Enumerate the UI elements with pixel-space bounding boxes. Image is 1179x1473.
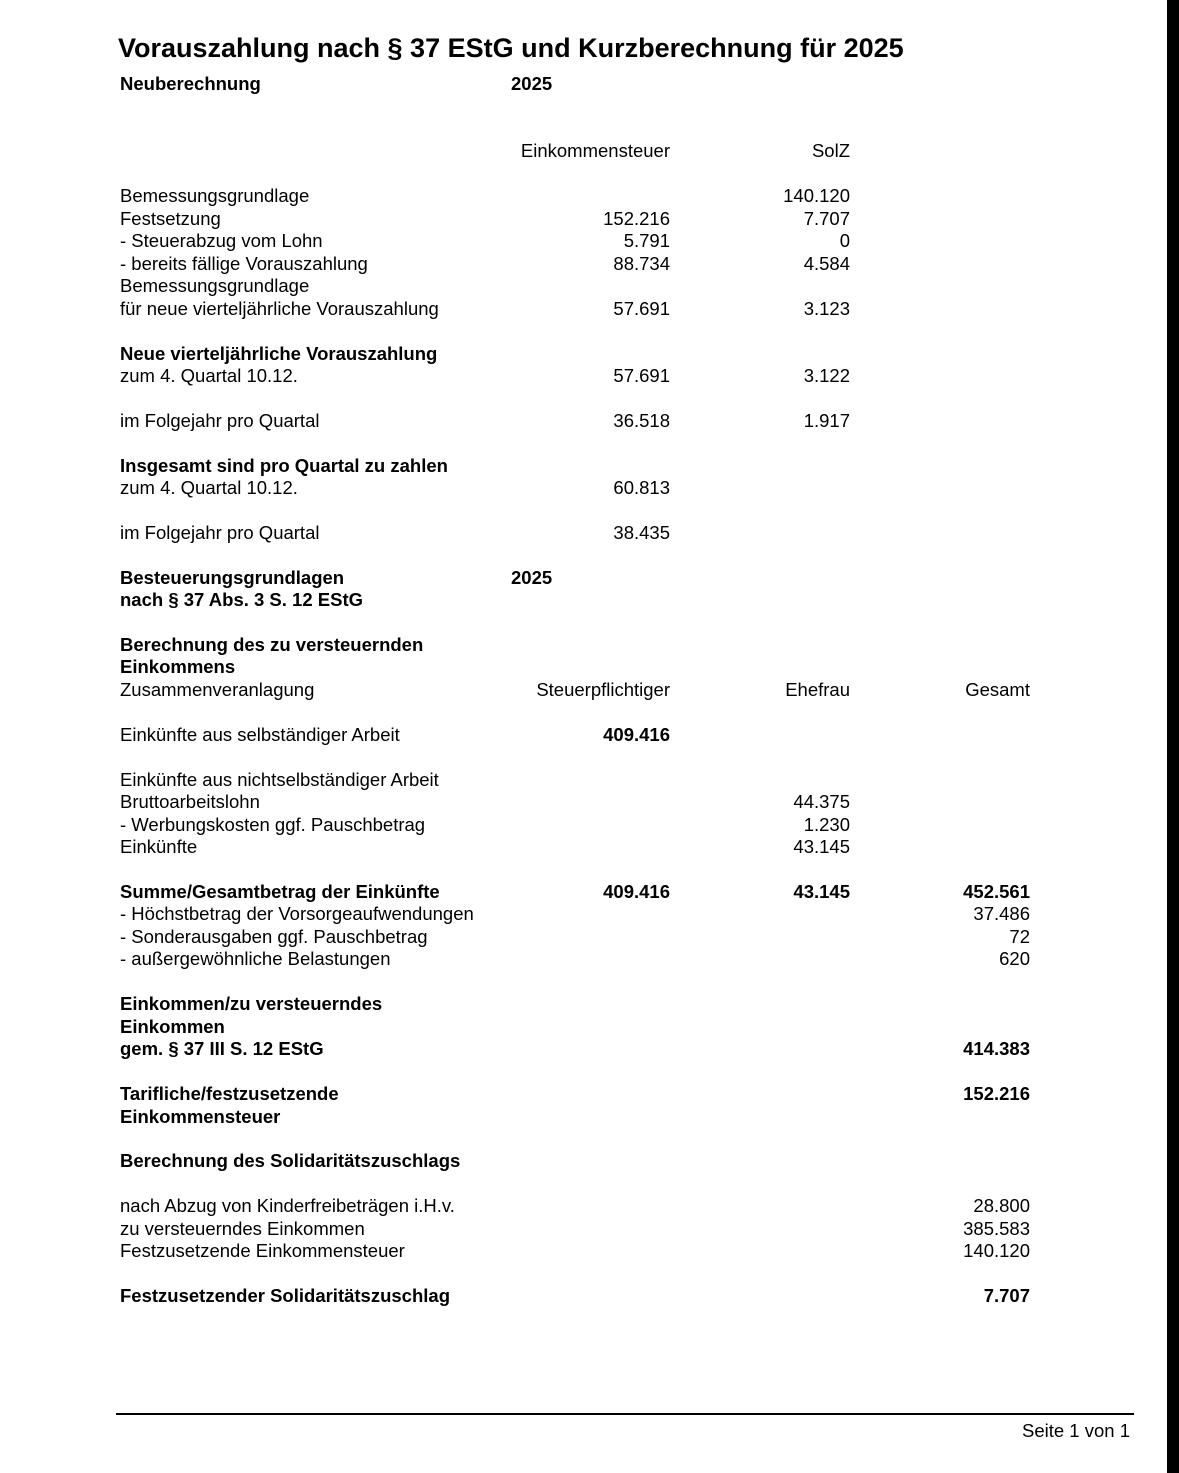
value-festsetzung-est: 152.216 <box>603 208 670 229</box>
row-label-zve-2: Einkommen <box>120 1016 225 1037</box>
row-label-steuerabzug-lohn: - Steuerabzug vom Lohn <box>120 230 323 251</box>
value-selbststaendig-stpfl: 409.416 <box>603 724 670 745</box>
page-edge-bar <box>1167 0 1179 1473</box>
row-label-zve-1: Einkommen/zu versteuerndes <box>120 993 383 1014</box>
value-vorsorge-gesamt: 37.486 <box>973 903 1030 924</box>
value-tarifliche-est: 152.216 <box>963 1083 1030 1104</box>
row-label-insgesamt-q4: zum 4. Quartal 10.12. <box>120 477 298 498</box>
section-neuberechnung-year: 2025 <box>511 73 553 94</box>
column-header-steuerpflichtiger: Steuerpflichtiger <box>536 679 670 700</box>
heading-berechnung-zve-2: Einkommens <box>120 656 236 677</box>
row-label-soli-est: Festzusetzende Einkommensteuer <box>120 1240 405 1261</box>
value-bemessung-neu-solz: 3.123 <box>803 298 850 319</box>
value-faellig-est: 88.734 <box>613 253 670 274</box>
row-label-einkuenfte: Einkünfte <box>120 836 198 857</box>
value-festzusetzender-soli: 7.707 <box>983 1285 1030 1306</box>
value-werbungskosten-ehefrau: 1.230 <box>803 814 850 835</box>
value-neue-vz-q4-est: 57.691 <box>613 365 670 386</box>
row-label-kinderfreibetraege: nach Abzug von Kinderfreibeträgen i.H.v. <box>120 1195 455 1216</box>
value-einkuenfte-ehefrau: 43.145 <box>793 836 850 857</box>
heading-berechnung-zve-1: Berechnung des zu versteuernden <box>120 634 424 655</box>
row-label-insgesamt-folgejahr: im Folgejahr pro Quartal <box>120 522 320 543</box>
section-neuberechnung-label: Neuberechnung <box>120 73 261 94</box>
value-insgesamt-folgejahr: 38.435 <box>613 522 670 543</box>
row-label-bemessung-neu-2: für neue vierteljährliche Vorauszahlung <box>120 298 439 319</box>
row-label-nichtselbststaendige-arbeit: Einkünfte aus nichtselbständiger Arbeit <box>120 769 439 790</box>
heading-besteuerungsgrundlagen-2: nach § 37 Abs. 3 S. 12 EStG <box>120 589 364 610</box>
row-label-soli-zve: zu versteuerndes Einkommen <box>120 1218 365 1239</box>
value-summe-gesamt: 452.561 <box>963 881 1030 902</box>
row-label-tarifliche-est-2: Einkommensteuer <box>120 1106 281 1127</box>
column-header-solz: SolZ <box>811 140 850 161</box>
row-label-tarifliche-est-1: Tarifliche/festzusetzende <box>120 1083 339 1104</box>
column-header-einkommensteuer: Einkommensteuer <box>520 140 670 161</box>
value-lohn-solz: 0 <box>839 230 850 251</box>
footer-divider <box>116 1413 1134 1415</box>
heading-neue-vorauszahlung: Neue vierteljährliche Vorauszahlung <box>120 343 438 364</box>
value-kinderfreibetraege: 28.800 <box>973 1195 1030 1216</box>
value-soli-zve: 385.583 <box>963 1218 1030 1239</box>
value-faellig-solz: 4.584 <box>803 253 850 274</box>
row-label-summe-einkuenfte: Summe/Gesamtbetrag der Einkünfte <box>120 881 440 902</box>
column-header-ehefrau: Ehefrau <box>785 679 850 700</box>
row-label-festsetzung: Festsetzung <box>120 208 221 229</box>
besteuerungsgrundlagen-year: 2025 <box>511 567 553 588</box>
value-aussergewoehnliche-gesamt: 620 <box>999 948 1030 969</box>
row-label-festzusetzender-soli: Festzusetzender Solidaritätszuschlag <box>120 1285 451 1306</box>
value-insgesamt-q4: 60.813 <box>613 477 670 498</box>
value-summe-ehefrau: 43.145 <box>793 881 850 902</box>
value-bemessung-neu-est: 57.691 <box>613 298 670 319</box>
value-brutto-ehefrau: 44.375 <box>793 791 850 812</box>
value-soli-est: 140.120 <box>963 1240 1030 1261</box>
row-label-vorsorgeaufwendungen: - Höchstbetrag der Vorsorgeaufwendungen <box>120 903 474 924</box>
value-summe-stpfl: 409.416 <box>603 881 670 902</box>
value-lohn-est: 5.791 <box>623 230 670 251</box>
value-zve-gesamt: 414.383 <box>963 1038 1030 1059</box>
row-label-faellige-vorauszahlung: - bereits fällige Vorauszahlung <box>120 253 368 274</box>
heading-solidaritaetszuschlag: Berechnung des Solidaritätszuschlags <box>120 1150 461 1171</box>
page-number: Seite 1 von 1 <box>1022 1420 1130 1441</box>
value-festsetzung-solz: 7.707 <box>803 208 850 229</box>
value-neue-vz-folgejahr-est: 36.518 <box>613 410 670 431</box>
value-bemessung-solz: 140.120 <box>783 185 850 206</box>
value-neue-vz-q4-solz: 3.122 <box>803 365 850 386</box>
row-label-bemessungsgrundlage: Bemessungsgrundlage <box>120 185 310 206</box>
column-header-gesamt: Gesamt <box>965 679 1030 700</box>
row-label-aussergewoehnliche-belastungen: - außergewöhnliche Belastungen <box>120 948 391 969</box>
row-label-sonderausgaben: - Sonderausgaben ggf. Pauschbetrag <box>120 926 428 947</box>
heading-insgesamt: Insgesamt sind pro Quartal zu zahlen <box>120 455 448 476</box>
row-label-neue-vz-q4: zum 4. Quartal 10.12. <box>120 365 298 386</box>
row-label-bemessung-neu-1: Bemessungsgrundlage <box>120 275 310 296</box>
veranlagung-label: Zusammenveranlagung <box>120 679 315 700</box>
row-label-bruttoarbeitslohn: Bruttoarbeitslohn <box>120 791 260 812</box>
row-label-zve-3: gem. § 37 III S. 12 EStG <box>120 1038 324 1059</box>
row-label-selbststaendige-arbeit: Einkünfte aus selbständiger Arbeit <box>120 724 400 745</box>
heading-besteuerungsgrundlagen-1: Besteuerungsgrundlagen <box>120 567 345 588</box>
value-neue-vz-folgejahr-solz: 1.917 <box>803 410 850 431</box>
row-label-werbungskosten: - Werbungskosten ggf. Pauschbetrag <box>120 814 426 835</box>
value-sonderausgaben-gesamt: 72 <box>1009 926 1030 947</box>
row-label-neue-vz-folgejahr: im Folgejahr pro Quartal <box>120 410 320 431</box>
document-title: Vorauszahlung nach § 37 EStG und Kurzberechnung für 2025 <box>118 33 904 63</box>
